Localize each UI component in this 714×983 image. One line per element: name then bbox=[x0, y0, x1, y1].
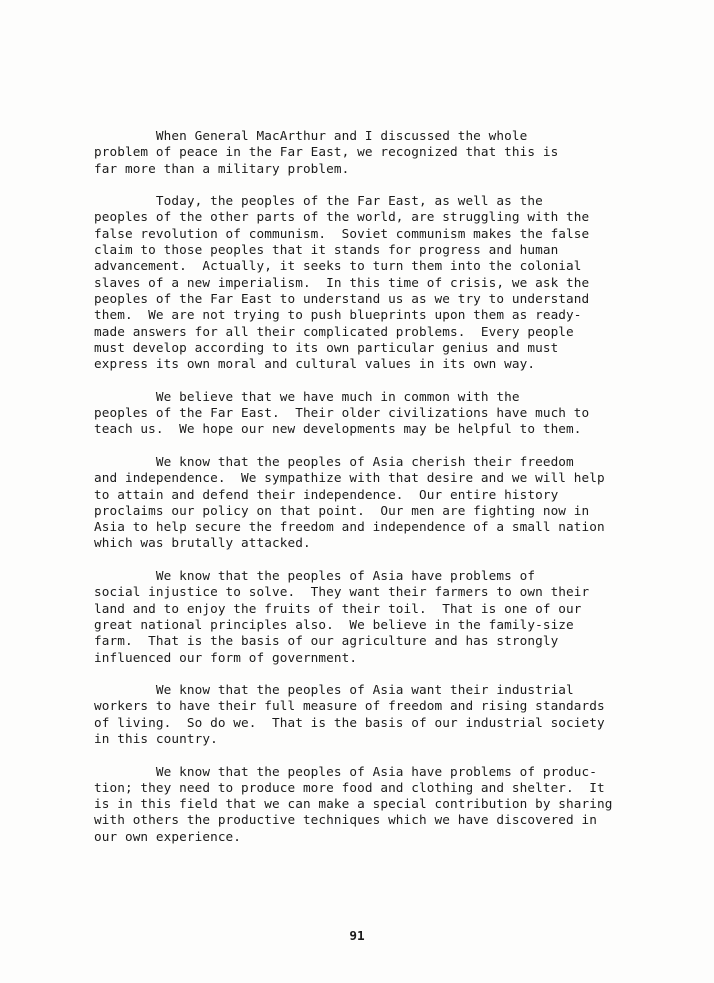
text-line: our own experience. bbox=[94, 828, 242, 844]
text-line: great national principles also. We believe in the family-size bbox=[94, 616, 574, 632]
text-line: far more than a military problem. bbox=[94, 160, 350, 176]
page-number: 91 bbox=[349, 928, 365, 943]
text-line: which was brutally attacked. bbox=[94, 535, 311, 551]
paragraph bbox=[94, 454, 639, 552]
text-line: is in this field that we can make a special contribution by sharing bbox=[94, 796, 613, 812]
body-text bbox=[94, 128, 639, 861]
paragraph bbox=[94, 128, 639, 177]
text-line: land and to enjoy the fruits of their toil. That is one of our bbox=[94, 600, 582, 616]
text-line: express its own moral and cultural values in its own way. bbox=[94, 356, 536, 372]
text-line: of living. So do we. That is the basis of our industrial society bbox=[94, 714, 605, 730]
text-line: We know that the peoples of Asia cherish their freedom bbox=[94, 453, 574, 469]
paragraph bbox=[94, 568, 639, 666]
text-line: influenced our form of government. bbox=[94, 649, 358, 665]
text-line: We know that the peoples of Asia want their industrial bbox=[94, 682, 574, 698]
text-line: them. We are not trying to push blueprints upon them as ready- bbox=[94, 307, 582, 323]
text-line: with others the productive techniques which we have discovered in bbox=[94, 812, 598, 828]
text-line: claim to those peoples that it stands for progress and human bbox=[94, 242, 559, 258]
text-line: We know that the peoples of Asia have problems of bbox=[94, 568, 536, 584]
text-line: tion; they need to produce more food and clothing and shelter. It bbox=[94, 779, 605, 795]
text-line: workers to have their full measure of freedom and rising standards bbox=[94, 698, 605, 714]
text-line: teach us. We hope our new developments may be helpful to them. bbox=[94, 421, 582, 437]
text-line: advancement. Actually, it seeks to turn them into the colonial bbox=[94, 258, 582, 274]
text-line: We believe that we have much in common with the bbox=[94, 388, 520, 404]
text-line: and independence. We sympathize with that desire and we will help bbox=[94, 470, 605, 486]
paragraph bbox=[94, 193, 639, 372]
text-line: peoples of the Far East to understand us as we try to understand bbox=[94, 290, 590, 306]
text-line: When General MacArthur and I discussed the whole bbox=[94, 128, 528, 143]
text-line: Asia to help secure the freedom and independence of a small nation bbox=[94, 519, 605, 535]
text-line: proclaims our policy on that point. Our men are fighting now in bbox=[94, 502, 590, 518]
text-line: to attain and defend their independence. Our entire history bbox=[94, 486, 559, 502]
text-line: farm. That is the basis of our agriculture and has strongly bbox=[94, 633, 559, 649]
text-line: in this country. bbox=[94, 730, 218, 746]
text-line: peoples of the Far East. Their older civilizations have much to bbox=[94, 405, 590, 421]
text-line: social injustice to solve. They want their farmers to own their bbox=[94, 584, 590, 600]
text-line: problem of peace in the Far East, we recognized that this is bbox=[94, 144, 559, 160]
text-line: Today, the peoples of the Far East, as well as the bbox=[94, 193, 543, 209]
text-line: slaves of a new imperialism. In this time of crisis, we ask the bbox=[94, 274, 590, 290]
paragraph bbox=[94, 682, 639, 747]
paragraph bbox=[94, 389, 639, 438]
paragraph bbox=[94, 764, 639, 845]
text-line: false revolution of communism. Soviet communism makes the false bbox=[94, 225, 590, 241]
text-line: must develop according to its own particular genius and must bbox=[94, 339, 559, 355]
text-line: peoples of the other parts of the world, are struggling with the bbox=[94, 209, 590, 225]
text-line: made answers for all their complicated problems. Every people bbox=[94, 323, 574, 339]
text-line: We know that the peoples of Asia have problems of produc- bbox=[94, 763, 598, 779]
